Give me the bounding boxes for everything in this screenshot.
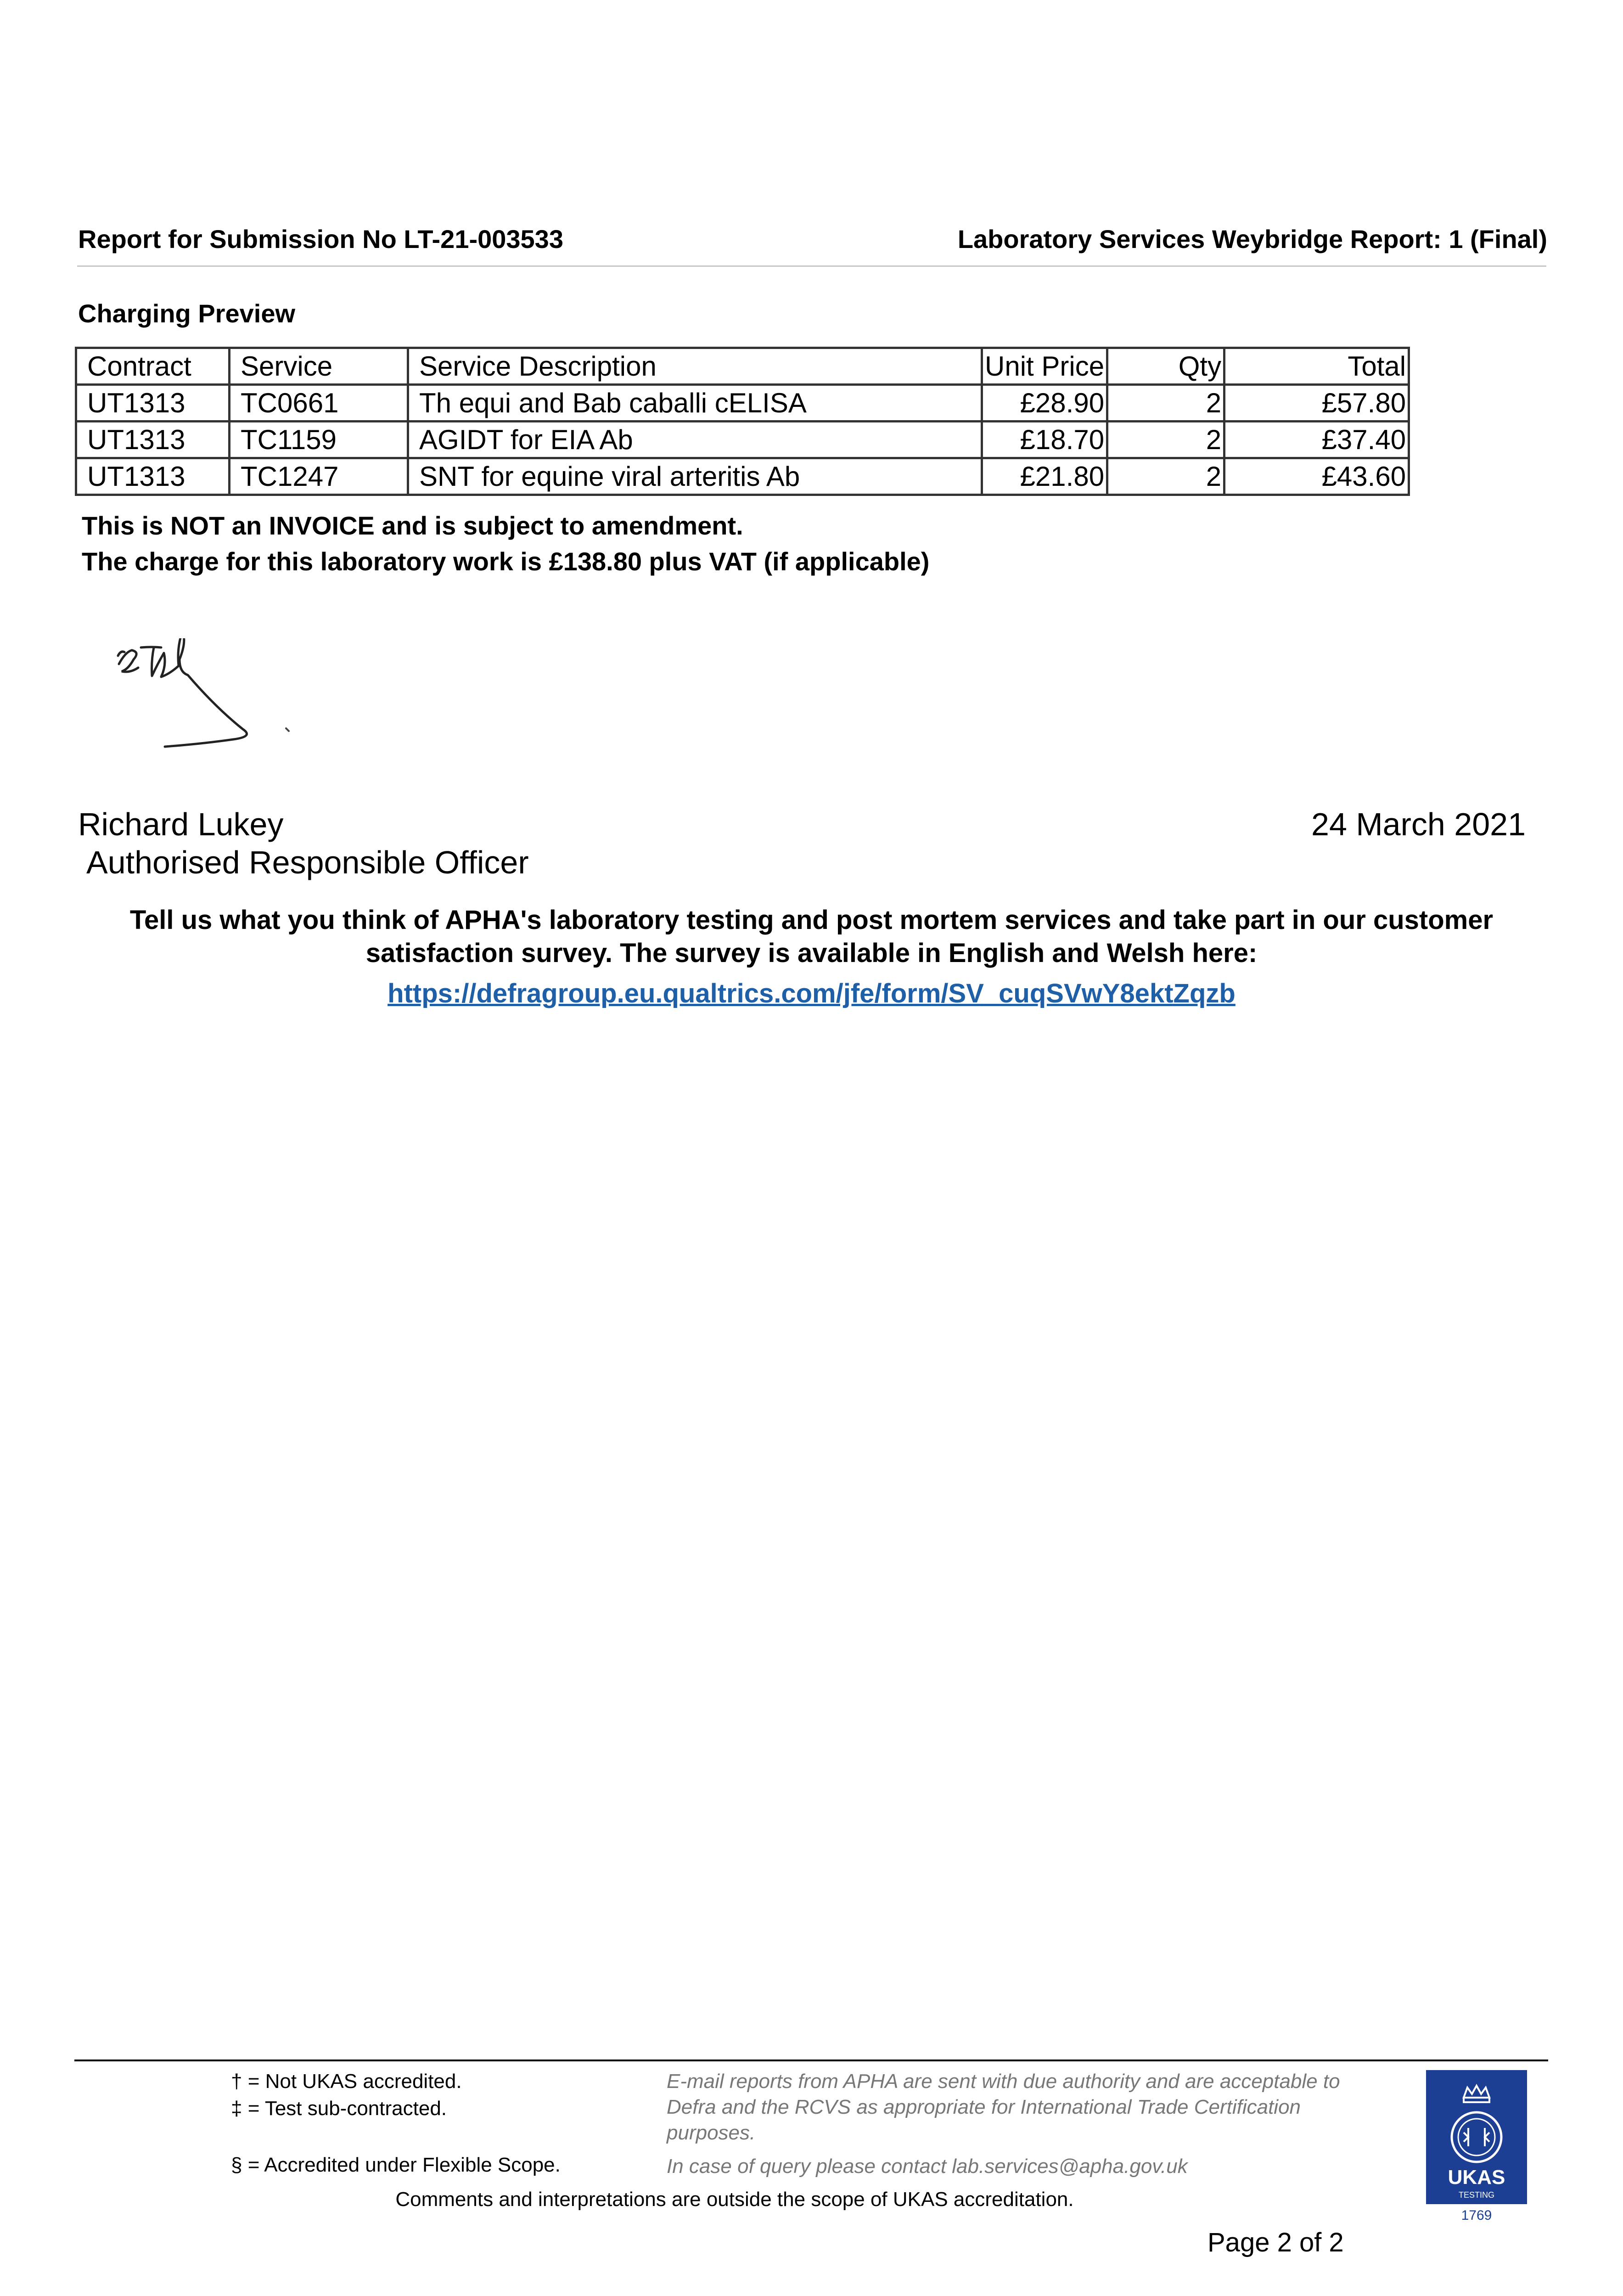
cell-total: £37.40 — [1224, 422, 1409, 458]
cell-unit-price: £18.70 — [982, 422, 1107, 458]
legend-not-ukas: † = Not UKAS accredited. — [231, 2070, 462, 2093]
charging-preview-title: Charging Preview — [78, 299, 296, 328]
cell-total: £43.60 — [1224, 458, 1409, 495]
page-number: Page 2 of 2 — [1207, 2228, 1344, 2257]
handwritten-signature — [108, 638, 356, 804]
table-row — [76, 422, 1409, 458]
query-contact: In case of query please contact lab.services@apha.gov.uk — [667, 2155, 1188, 2178]
cell-service: TC0661 — [230, 385, 408, 422]
cell-contract: UT1313 — [76, 422, 230, 458]
cell-contract: UT1313 — [76, 458, 230, 495]
table-header-row — [76, 348, 1409, 385]
report-lab-header: Laboratory Services Weybridge Report: 1 (Final) — [957, 225, 1547, 253]
cell-description: Th equi and Bab caballi cELISA — [408, 385, 982, 422]
header-divider — [77, 265, 1546, 267]
cell-qty: 2 — [1107, 385, 1224, 422]
survey-invitation: Tell us what you think of APHA's laboratory testing and post mortem services and take part in our customer satisfaction survey. The survey is available in English and Welsh here: — [129, 905, 1494, 968]
total-charge-note: The charge for this laboratory work is £138.80 plus VAT (if applicable) — [82, 547, 930, 576]
signature-date: 24 March 2021 — [1311, 806, 1526, 842]
column-header-unit-price: Unit Price — [982, 348, 1107, 385]
ukas-logo — [1424, 2068, 1529, 2224]
cell-unit-price: £21.80 — [982, 458, 1107, 495]
ukas-scope-note: Comments and interpretations are outside the scope of UKAS accreditation. — [395, 2188, 1074, 2211]
cell-service: TC1247 — [230, 458, 408, 495]
cell-description: SNT for equine viral arteritis Ab — [408, 458, 982, 495]
survey-link[interactable]: https://defragroup.eu.qualtrics.com/jfe/form/SV_cuqSVwY8ektZqzb — [387, 979, 1236, 1008]
cell-unit-price: £28.90 — [982, 385, 1107, 422]
cell-contract: UT1313 — [76, 385, 230, 422]
column-header-qty: Qty — [1107, 348, 1224, 385]
cell-qty: 2 — [1107, 422, 1224, 458]
cell-qty: 2 — [1107, 458, 1224, 495]
cell-total: £57.80 — [1224, 385, 1409, 422]
charging-table — [75, 347, 1410, 496]
cell-description: AGIDT for EIA Ab — [408, 422, 982, 458]
not-invoice-note: This is NOT an INVOICE and is subject to amendment. — [82, 511, 743, 540]
column-header-contract: Contract — [76, 348, 230, 385]
legend-subcontracted: ‡ = Test sub-contracted. — [231, 2097, 447, 2120]
ukas-logo-text: UKAS — [1448, 2166, 1505, 2189]
cell-service: TC1159 — [230, 422, 408, 458]
column-header-total: Total — [1224, 348, 1409, 385]
legend-flexible-scope: § = Accredited under Flexible Scope. — [231, 2154, 561, 2176]
ukas-number: 1769 — [1461, 2208, 1492, 2223]
email-disclaimer: E-mail reports from APHA are sent with due authority and are acceptable to Defra and the RCVS as appropriate for International Trade Certification purposes. — [667, 2070, 1340, 2144]
column-header-description: Service Description — [408, 348, 982, 385]
footer-divider — [74, 2060, 1548, 2061]
ukas-logo-subtext: TESTING — [1458, 2190, 1495, 2200]
table-row — [76, 458, 1409, 495]
signer-name: Richard Lukey — [78, 806, 284, 842]
report-submission-header: Report for Submission No LT-21-003533 — [78, 225, 563, 253]
column-header-service: Service — [230, 348, 408, 385]
table-row — [76, 385, 1409, 422]
signer-title: Authorised Responsible Officer — [86, 844, 529, 880]
